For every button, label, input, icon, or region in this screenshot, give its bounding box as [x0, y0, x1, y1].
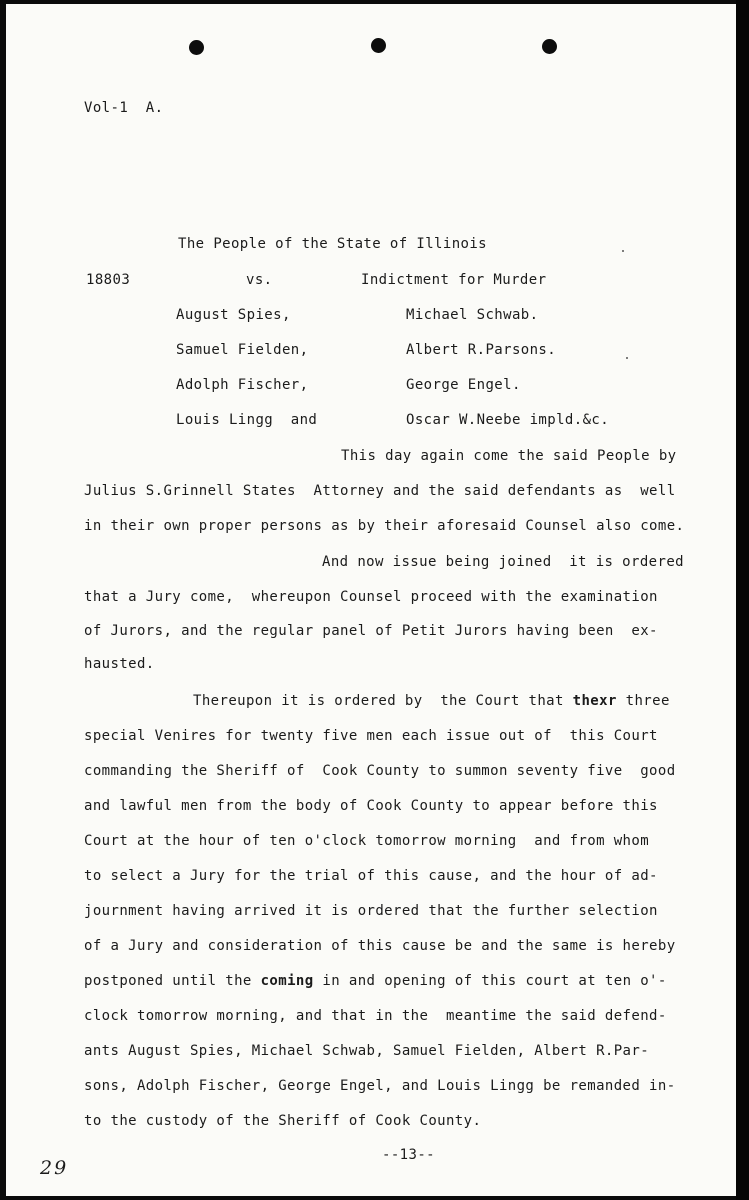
defendant-name: Samuel Fielden, [176, 342, 309, 358]
body-line: in their own proper persons as by their aforesaid Counsel also come. [84, 518, 685, 534]
case-caption-title: The People of the State of Illinois [178, 236, 488, 252]
body-line: sons, Adolph Fischer, George Engel, and Louis Lingg be remanded in- [84, 1078, 676, 1094]
body-line [84, 973, 667, 989]
body-line: to the custody of the Sheriff of Cook County. [84, 1113, 482, 1129]
body-line: commanding the Sheriff of Cook County to summon seventy five good [84, 763, 676, 779]
defendant-name: Louis Lingg and [176, 412, 318, 428]
body-line: clock tomorrow morning, and that in the meantime the said defend- [84, 1008, 667, 1024]
defendant-name: Oscar W.Neebe impld.&c. [406, 412, 610, 428]
body-line: journment having arrived it is ordered that the further selection [84, 903, 658, 919]
body-line: Court at the hour of ten o'clock tomorrow morning and from whom [84, 833, 650, 849]
body-line: This day again come the said People by [341, 448, 677, 464]
punch-hole [189, 40, 204, 55]
handwritten-page-number: 29 [40, 1157, 69, 1179]
body-line: that a Jury come, whereupon Counsel proceed with the examination [84, 589, 658, 605]
speck [622, 250, 624, 252]
body-line: ants August Spies, Michael Schwab, Samuel Fielden, Albert R.Par- [84, 1043, 650, 1059]
body-text: postponed until the [84, 973, 261, 989]
case-number: 18803 [86, 272, 131, 288]
body-line [193, 693, 670, 709]
body-text: three [616, 693, 670, 709]
punch-hole [371, 38, 386, 53]
versus-label: vs. [246, 272, 273, 288]
defendant-name: George Engel. [406, 377, 521, 393]
body-line: hausted. [84, 656, 155, 672]
body-line: special Venires for twenty five men each issue out of this Court [84, 728, 658, 744]
body-text: in and opening of this court at ten o'- [313, 973, 667, 989]
speck [626, 357, 628, 359]
defendant-name: Albert R.Parsons. [406, 342, 557, 358]
punch-hole [542, 39, 557, 54]
page-number: --13-- [382, 1147, 435, 1163]
volume-label: Vol-1 A. [84, 100, 164, 116]
scan-border [736, 0, 749, 1200]
body-line: And now issue being joined it is ordered [322, 554, 684, 570]
body-line: to select a Jury for the trial of this cause, and the hour of ad- [84, 868, 658, 884]
body-line: of Jurors, and the regular panel of Petit Jurors having been ex- [84, 623, 658, 639]
struck-word: thexr [572, 693, 617, 709]
body-line: Julius S.Grinnell States Attorney and the said defendants as well [84, 483, 676, 499]
document-page [6, 4, 736, 1196]
body-line: and lawful men from the body of Cook County to appear before this [84, 798, 658, 814]
defendant-name: August Spies, [176, 307, 291, 323]
defendant-name: Michael Schwab. [406, 307, 539, 323]
body-line: of a Jury and consideration of this cause be and the same is hereby [84, 938, 676, 954]
struck-word: coming [260, 973, 314, 989]
body-text: Thereupon it is ordered by the Court that [193, 693, 573, 709]
defendant-name: Adolph Fischer, [176, 377, 309, 393]
indictment-label: Indictment for Murder [361, 272, 547, 288]
